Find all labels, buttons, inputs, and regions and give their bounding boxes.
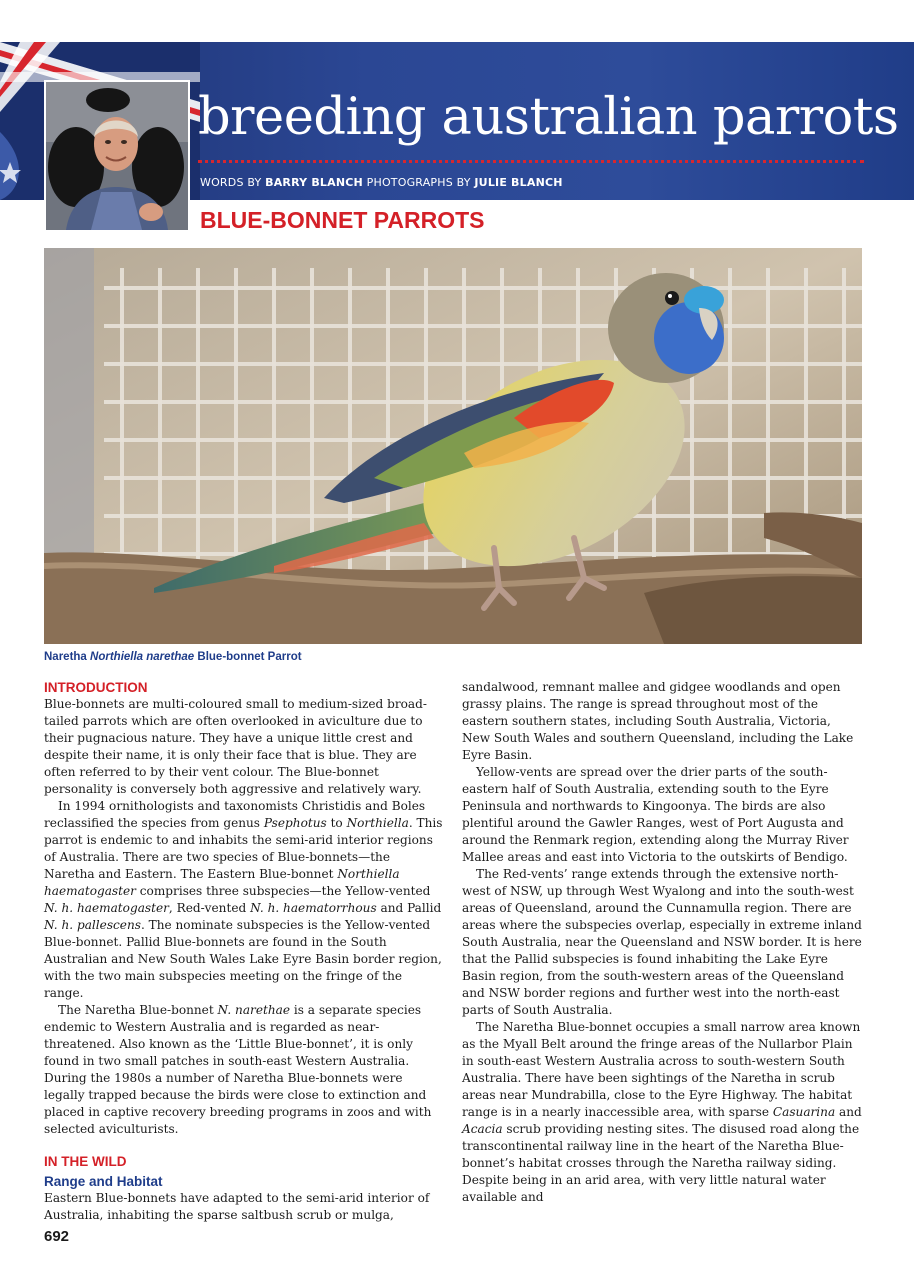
caption-scientific-name: Northiella narethae bbox=[90, 651, 195, 663]
paragraph-naretha-range bbox=[462, 1019, 862, 1206]
italic-run: Psephotus bbox=[263, 816, 327, 830]
text-run: is a separate species endemic to Western Australia and is regarded as near-threatened. Also known as the ‘Little Blue-bonnet’, it is only found in two small patches in south-east Western Australia. During the 1980s a number of Naretha Blue-bonnets were legally trapped because the birds were close to extinction and placed in captive recovery breeding programs in zoos and with selected aviculturists. bbox=[44, 1003, 432, 1136]
text-run: comprises three subspecies—the Yellow-vented bbox=[135, 884, 431, 898]
italic-run: N. narethae bbox=[217, 1003, 290, 1017]
author-portrait bbox=[44, 80, 190, 232]
byline bbox=[200, 176, 563, 189]
text-run: In 1994 ornithologists and taxonomists Christidis and Boles reclassified the species from genus bbox=[44, 799, 426, 830]
text-column-right bbox=[462, 679, 862, 1206]
words-label: WORDS BY bbox=[200, 176, 262, 189]
caption-common-name: Naretha bbox=[44, 651, 87, 663]
text-column-left bbox=[44, 679, 444, 1224]
photos-label: PHOTOGRAPHS BY bbox=[366, 176, 471, 189]
photo-caption bbox=[44, 651, 302, 663]
text-run: to bbox=[326, 816, 347, 830]
author-portrait-illustration bbox=[46, 82, 188, 230]
paragraph-red-vents: The Red-vents’ range extends through the extensive north-west of NSW, up through West Wyalong and into the south-west areas of Queensland, around the Cunnamulla region. There are areas where the subspecies overlap, especially in extreme inland South Australia, near the Queensland and NSW border. It is here that the Pallid subspecies is found inhabiting the Lake Eyre Basin region, from the south-western areas of the Queensland and NSW border regions and further west into the north-east parts of South Australia. bbox=[462, 867, 862, 1017]
heading-in-the-wild: IN THE WILD bbox=[44, 1154, 127, 1169]
author-name: BARRY BLANCH bbox=[265, 176, 363, 189]
heading-introduction: INTRODUCTION bbox=[44, 680, 148, 695]
subheading-range-habitat: Range and Habitat bbox=[44, 1174, 163, 1189]
page-number: 692 bbox=[44, 1228, 70, 1245]
dotted-divider bbox=[198, 160, 864, 163]
parrot-photo-illustration bbox=[44, 248, 862, 644]
photographer-name: JULIE BLANCH bbox=[474, 176, 563, 189]
paragraph-range-1: Eastern Blue-bonnets have adapted to the semi-arid interior of Australia, inhabiting the sparse saltbush scrub or mulga, bbox=[44, 1191, 430, 1222]
paragraph-yellow-vents: Yellow-vents are spread over the drier parts of the south-eastern half of South Australia, extending south to the Eyre Peninsula and northwards to Kingoonya. The birds are also plentiful around the Gawler Ranges, west of Port Augusta and around the Renmark region, extending along the Murray River Mallee areas and east into Victoria to the outskirts of Bendigo. bbox=[462, 765, 849, 864]
text-run: . This parrot is endemic to and inhabits the semi-arid interior regions of Australia. There are two species of Blue-bonnets—the Naretha and Eastern. The Eastern Blue-bonnet bbox=[44, 816, 443, 881]
caption-rest: Blue-bonnet Parrot bbox=[197, 651, 302, 663]
text-run: The Naretha Blue-bonnet occupies a small narrow area known as the Myall Belt around the fringe areas of the Nullarbor Plain in south-east Western Australia across to south-western South Australia. There have been sightings of the Naretha in scrub areas near Mundrabilla, close to the Eyre Highway. The habitat range is in a nearly inaccessible area, with sparse bbox=[462, 1020, 861, 1119]
paragraph-intro-3 bbox=[44, 1002, 444, 1138]
section-gap bbox=[44, 1138, 444, 1153]
text-run: , Red-vented bbox=[168, 901, 251, 915]
article-title: BLUE-BONNET PARROTS bbox=[200, 207, 485, 233]
paragraph-intro-1: Blue-bonnets are multi-coloured small to medium-sized broad-tailed parrots which are often overlooked in aviculture due to their pugnacious nature. They have a unique little crest and despite their name, it is only their face that is blue. They are often referred to by their vent colour. The Blue-bonnet personality is conversely both aggressive and relatively wary. bbox=[44, 697, 427, 796]
italic-run: N. h. haematorrhous bbox=[250, 901, 377, 915]
text-run: and bbox=[835, 1105, 862, 1119]
parrot-photo bbox=[44, 248, 862, 644]
italic-run: Casuarina bbox=[772, 1105, 836, 1119]
italic-run: N. h. pallescens bbox=[44, 918, 141, 932]
paragraph-range-1-continued: sandalwood, remnant mallee and gidgee woodlands and open grassy plains. The range is spread throughout most of the eastern southern states, including South Australia, Victoria, New South Wales and southern Queensland, including the Lake Eyre Basin. bbox=[462, 680, 854, 762]
text-run: and Pallid bbox=[376, 901, 442, 915]
paragraph-intro-2 bbox=[44, 798, 444, 1002]
text-run: . The nominate subspecies is the Yellow-vented Blue-bonnet. Pallid Blue-bonnets are found in the South Australian and New South Wales Lake Eyre Basin border region, with the two main subspecies meeting on the fringe of the range. bbox=[44, 918, 442, 1000]
italic-run: Acacia bbox=[462, 1122, 503, 1136]
italic-run: N. h. haematogaster bbox=[44, 901, 169, 915]
text-run: scrub providing nesting sites. The disused road along the transcontinental railway line in the heart of the Naretha Blue-bonnet’s habitat crosses through the Naretha railway siding. Despite being in an arid area, with very little natural water available and bbox=[462, 1122, 860, 1204]
italic-run: Northiella bbox=[346, 816, 409, 830]
italic-run: Northiella haematogaster bbox=[44, 867, 400, 898]
text-run: The Naretha Blue-bonnet bbox=[58, 1003, 218, 1017]
series-title: breeding australian parrots bbox=[198, 88, 899, 147]
